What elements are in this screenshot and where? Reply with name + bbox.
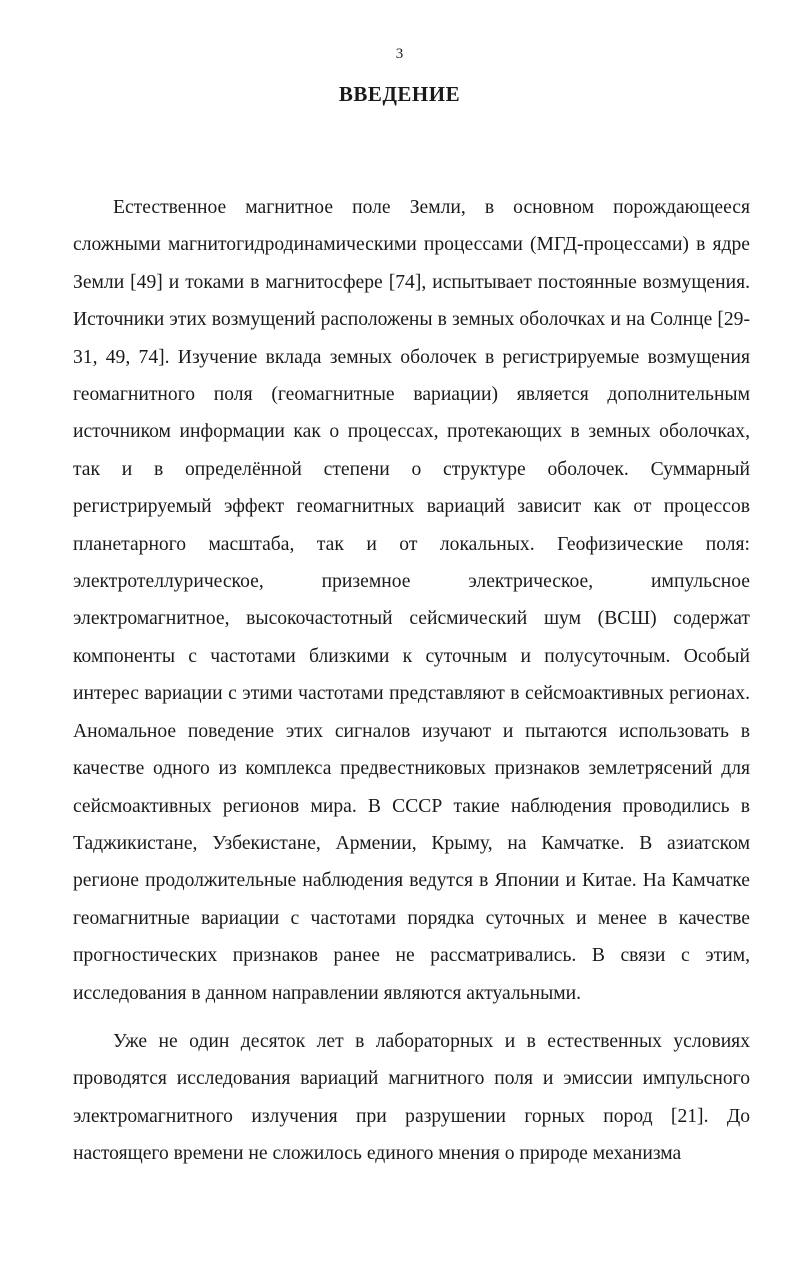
page-title: ВВЕДЕНИЕ — [338, 82, 461, 106]
paragraph-1: Естественное магнитное поле Земли, в основном порождающееся сложными магнитогидродинамическими процессами (МГД-процессами) в ядре Земли [49] и токами в магнитосфере [74], испытывает постоянные возмущения. Источники этих возмущений расположены в земных оболочках и на Солнце [29-31, 49, 74]. Изучение вклада земных оболочек в регистрируемые возмущения геомагнитного поля (геомагнитные вариации) является дополнительным источником информации как о процессах, протекающих в земных оболочках, так и в определённой степени о структуре оболочек. Суммарный регистрируемый эффект геомагнитных вариаций зависит как от процессов планетарного масштаба, так и от локальных. Геофизические поля: электротеллурическое, приземное электрическое, импульсное электромагнитное, высокочастотный сейсмический шум (ВСШ) содержат компоненты с частотами близкими к суточным и полусуточным. Особый интерес вариации с этими частотами представляют в сейсмоактивных регионах. Аномальное поведение этих сигналов изучают и пытаются использовать в качестве одного из комплекса предвестниковых признаков землетрясений для сейсмоактивных регионов мира. В СССР такие наблюдения проводились в Таджикистане, Узбекистане, Армении, Крыму, на Камчатке. В азиатском регионе продолжительные наблюдения ведутся в Японии и Китае. На Камчатке геомагнитные вариации с частотами порядка суточных и менее в качестве прогностических признаков ранее не рассматривались. В связи с этим, исследования в данном направлении являются актуальными. — [73, 197, 750, 1004]
paragraph-2: Уже не один десяток лет в лабораторных и в естественных условиях проводятся исследования вариаций магнитного поля и эмиссии импульсного электромагнитного излучения при разрушении горных пород [21]. До настоящего времени не сложилось единого мнения о природе механизма — [73, 1030, 750, 1165]
page-number: 3 — [395, 46, 404, 62]
body-text — [73, 189, 750, 1173]
